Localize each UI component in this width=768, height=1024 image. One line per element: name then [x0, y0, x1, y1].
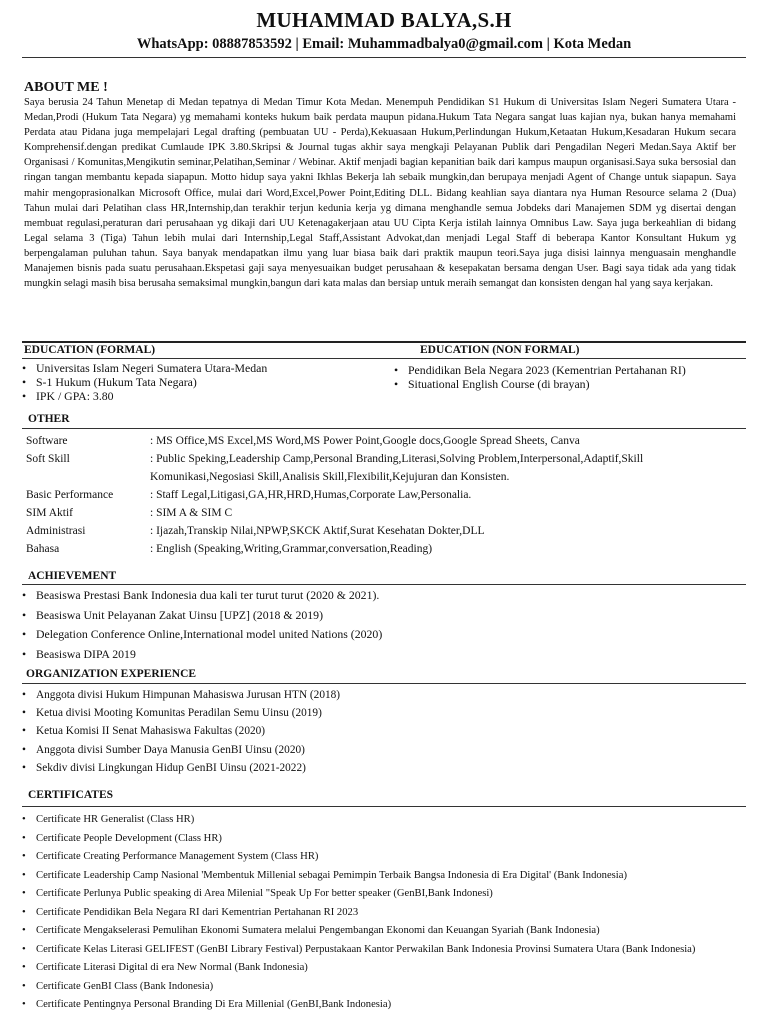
organization-divider: [22, 683, 746, 684]
list-item: • Ketua divisi Mooting Komunitas Peradilan Semu Uinsu (2019): [22, 704, 340, 722]
list-item: • Certificate Creating Performance Management System (Class HR): [22, 848, 752, 867]
row-label: Bahasa: [26, 543, 60, 555]
other-divider: [22, 428, 746, 429]
row-value: : Public Speking,Leadership Camp,Personal Branding,Literasi,Solving Problem,Interpersonal,Adaptif,Skill Komunikasi,Negosiasi Skill,Analisis Skill,Flexibilit,Kejujuran dan Konsisten.: [150, 453, 644, 483]
education-nonformal-list: [394, 363, 686, 391]
row-value: : English (Speaking,Writing,Grammar,conversation,Reading): [150, 543, 433, 555]
list-item: • Certificate Pendidikan Bela Negara RI dari Kementrian Pertahanan RI 2023: [22, 904, 752, 923]
list-item: • Universitas Islam Negeri Sumatera Utara-Medan: [22, 361, 267, 375]
about-text: Saya berusia 24 Tahun Menetap di Medan tepatnya di Medan Timur Kota Medan. Menempuh Pendidikan S1 Hukum di Universitas Islam Negeri Sumatera Utara - Medan,Prodi (Hukum Tata Negara) yg memahami konteks hukum baik perdata maupun pidana.Hukum Tata Negara sangat luas kajian nya, bukan hanya memahami Perdata atau Pidana juga mempelajari Legal drafting (pembuatan UU - Perda),Kekuasaan Hukum,Perlindungan Hukum,Ketaatan Hukum,Kesadaran Hukum secara Komprehensif.dengan predikat Cumlaude IPK 3.80.Skripsi & Journal tugas akhir saya mengkaji Pelayanan Publik dari Pengadilan Negeri Medan.Saya Aktif ber Organisasi / Komunitas,Mengikutin seminar,Pelatihan,Seminar / Webinar. Aktif menjadi bagian kepanitian baik dari kampus maupun organisasi.Saya suka bersosial dan ringan tangan membantu kepada siapapun. Motto hidup saya yakni Ikhlas Bekerja lah sebaik mungkin,dan berupaya menjadi Agent of Change untuk siapapun. Saya mahir mengoprasionalkan Microsoft Office, mulai dari Word,Excel,Power Point,Editing DLL. Bidang keahlian saya diantara nya Human Resource selama 2 (Dua) Tahun mulai dari Pelatihan class HR,Internship,dan terakhir terjun kedunia kerja yg dimana menghandle semua Jobdeks dari Manajemen SDM yg disertai dengan membuat regulasi,peraturan dari perusahaan yg dikaji dari UU Ketenagakerjaan atau UU Cipta Kerja istilah lainnya Omnibus Law. Saya juga berkeahlian di bidang Legal selama 3 (Tiga) Tahun lebih mulai dari Internship,Legal Staff,Assistant Advokat,dan menjadi Legal Staff di beberapa Kantor Konsultant Hukum yg berpengalaman puluhan tahun. Saya banyak mendapatkan ilmu yang luar biasa baik dari praktik maupun teori.Saya juga disisi lainnya menguasain menghandle Manajemen bisnis pada suatu perusahaan.Ekspetasi gaji saya menyesuaikan budget perusahaan & kesepakatan bersama dengan User. Bagi saya tidak ada yang tidak mungkin selagi masih bisa berusaha semaksimal mungkin,bangun dari kata malas dan bersiap untuk meraih semangat dan konsisten dengan hal yang saya kerjakan.: [24, 97, 736, 290]
list-item: • Certificate Mengakselerasi Pemulihan Ekonomi Sumatera melalui Pengembangan Ekonomi dan Keuangan Syariah (Bank Indonesia): [22, 922, 752, 941]
achievement-divider: [22, 584, 746, 585]
certificates-divider: [22, 806, 746, 807]
list-item: • Anggota divisi Hukum Himpunan Mahasiswa Jurusan HTN (2018): [22, 686, 340, 704]
header-divider: [22, 57, 746, 58]
other-row-basic-performance: [26, 486, 746, 504]
achievement-title: ACHIEVEMENT: [28, 570, 117, 582]
row-label: Administrasi: [26, 525, 86, 537]
list-item: • Situational English Course (di brayan): [394, 377, 686, 391]
list-item: • Beasiswa DIPA 2019: [22, 645, 382, 665]
other-title: OTHER: [28, 413, 70, 425]
list-item: • Certificate Pentingnya Personal Branding Di Era Millenial (GenBI,Bank Indonesia): [22, 996, 752, 1015]
certificates-list: [22, 811, 752, 1015]
other-row-bahasa: [26, 540, 746, 558]
organization-list: [22, 686, 340, 777]
list-item: • Delegation Conference Online,International model united Nations (2020): [22, 625, 382, 645]
row-value: : Ijazah,Transkip Nilai,NPWP,SKCK Aktif,Surat Kesehatan Dokter,DLL: [150, 525, 485, 537]
other-row-administrasi: [26, 522, 746, 540]
contact-line: WhatsApp: 08887853592 | Email: Muhammadbalya0@gmail.com | Kota Medan: [136, 36, 632, 52]
row-label: Software: [26, 435, 68, 447]
education-nonformal-title: EDUCATION (NON FORMAL): [420, 344, 580, 356]
list-item: • Certificate Leadership Camp Nasional 'Membentuk Millenial sebagai Pemimpin Terbaik Bangsa Indonesia di Era Digital' (Bank Indonesia): [22, 867, 752, 886]
other-row-sim: [26, 504, 746, 522]
list-item: • Sekdiv divisi Lingkungan Hidup GenBI Uinsu (2021-2022): [22, 759, 340, 777]
education-divider: [22, 358, 746, 359]
list-item: • Certificate Perlunya Public speaking di Area Milenial "Speak Up For better speaker (GenBI,Bank Indonesi): [22, 885, 752, 904]
list-item: • Beasiswa Prestasi Bank Indonesia dua kali ter turut turut (2020 & 2021).: [22, 586, 382, 606]
list-item: • Certificate People Development (Class HR): [22, 830, 752, 849]
other-row-soft-skill: [26, 450, 746, 486]
organization-title: ORGANIZATION EXPERIENCE: [26, 668, 197, 680]
row-label: SIM Aktif: [26, 507, 73, 519]
row-label: Soft Skill: [26, 453, 70, 465]
list-item: • Certificate Literasi Digital di era New Normal (Bank Indonesia): [22, 959, 752, 978]
candidate-name: MUHAMMAD BALYA,S.H: [256, 8, 512, 32]
certificates-title: CERTIFICATES: [28, 789, 114, 801]
list-item: • Anggota divisi Sumber Daya Manusia GenBI Uinsu (2020): [22, 741, 340, 759]
list-item: • S-1 Hukum (Hukum Tata Negara): [22, 375, 267, 389]
achievement-list: [22, 586, 382, 664]
list-item: • Certificate Kelas Literasi GELIFEST (GenBI Library Festival) Perpustakaan Kantor Perwakilan Bank Indonesia Provinsi Sumatera Utara (Bank Indonesia): [22, 941, 752, 960]
list-item: • Certificate HR Generalist (Class HR): [22, 811, 752, 830]
row-value: : SIM A & SIM C: [150, 507, 233, 519]
education-formal-title: EDUCATION (FORMAL): [24, 344, 156, 356]
list-item: • Beasiswa Unit Pelayanan Zakat Uinsu [UPZ] (2018 & 2019): [22, 606, 382, 626]
row-value: : MS Office,MS Excel,MS Word,MS Power Point,Google docs,Google Spread Sheets, Canva: [150, 435, 580, 447]
education-divider-top: [22, 341, 746, 343]
list-item: • Certificate GenBI Class (Bank Indonesia): [22, 978, 752, 997]
row-label: Basic Performance: [26, 489, 114, 501]
about-title: ABOUT ME !: [24, 80, 108, 95]
other-table: [26, 432, 746, 558]
row-value: : Staff Legal,Litigasi,GA,HR,HRD,Humas,Corporate Law,Personalia.: [150, 489, 472, 501]
other-row-software: [26, 432, 746, 450]
list-item: • IPK / GPA: 3.80: [22, 389, 267, 403]
education-formal-list: [22, 361, 267, 403]
list-item: • Ketua Komisi II Senat Mahasiswa Fakultas (2020): [22, 722, 340, 740]
list-item: • Pendidikan Bela Negara 2023 (Kementrian Pertahanan RI): [394, 363, 686, 377]
